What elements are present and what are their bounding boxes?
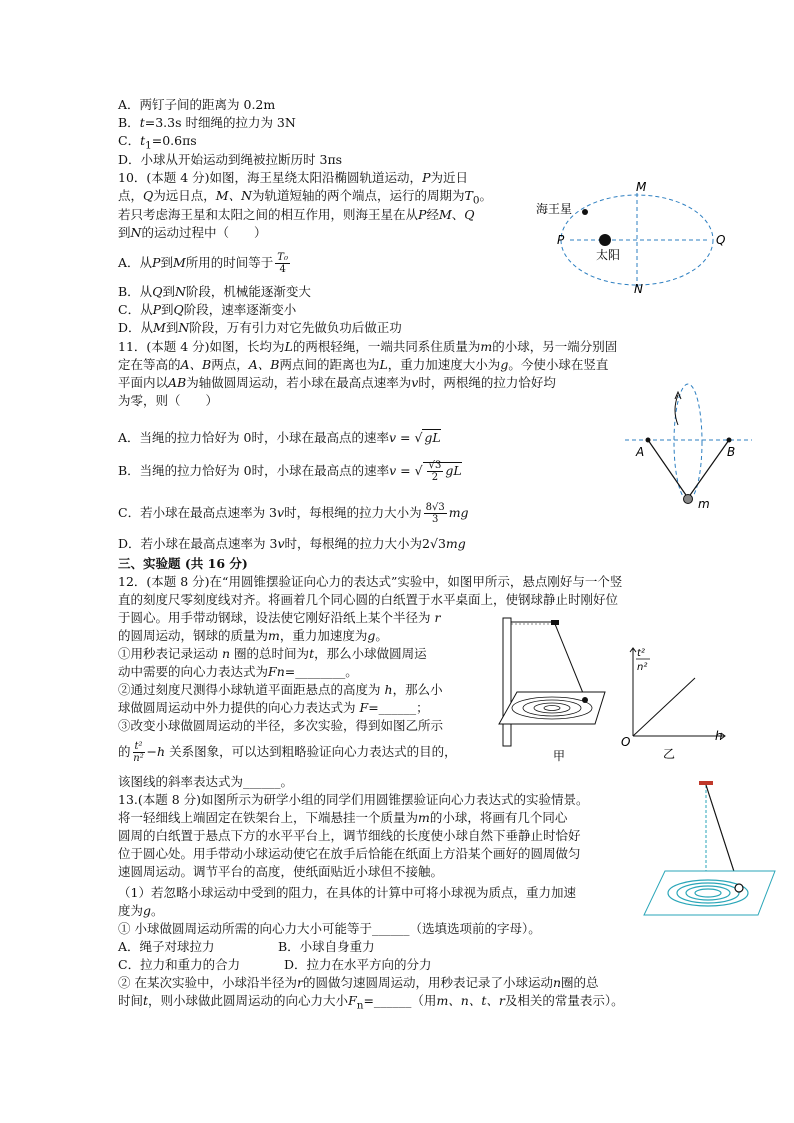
neptune-label: 海王星 [536,202,573,216]
label-m: m [698,497,710,511]
paper-platform [644,871,775,915]
q12-line8: 球做圆周运动中外力提供的向心力表达式为 F=______； [118,700,429,715]
ball [735,884,743,892]
q10-option-d: D．从M到N阶段，万有引力对它先做负功后做正功 [118,320,402,335]
q12-line10: 的 $\frac{\text{t²}}{\text{n²}}$ −h 关系图象，可以达到粗略验证向心力表达式的目的， [118,741,457,764]
q13-conical-pendulum-figure [640,775,780,925]
label-yi: 乙 [663,747,676,761]
q11-option-b: B．当绳的拉力恰好为 0时，小球在最高点的速率v = √ $\frac{√3}{2}$ gL [118,460,462,483]
q13-option-b: B．小球自身重力 [278,939,375,954]
q9-option-a: A．两钉子间的距离为 0.2m [118,97,276,112]
q9-option-d: D．小球从开始运动到绳被拉断历时 3πs [118,152,343,167]
y-label-den: n² [637,662,648,673]
q11-option-a: A．当绳的拉力恰好为 0时，小球在最高点的速率v = √ gL [118,430,441,445]
circle-path [674,384,702,500]
point-n-label: N [634,282,643,295]
q10-a-fraction: $\frac{\text{T₀}}{4}$ [277,252,288,275]
q11-stem-line1: 11．(本题 4 分)如图，长均为L的两根轻绳，一端共同系住质量为m的小球，另一端分别固 [118,339,618,354]
q13-line1: 13.(本题 8 分)如图所示为研学小组的同学们用圆锥摆验证向心力表达式的实验情景。 [118,792,589,807]
q12-line4: 的圆周运动，钢球的质量为m，重力加速度为g。 [118,628,388,643]
q12-line5: ①用秒表记录运动 n 圈的总时间为t，那么小球做圆周运 [118,646,427,661]
section-3-title: 三、实验题 (共 16 分) [118,556,248,571]
point-p-label: P [557,233,565,247]
q11-stem-line2: 定在等高的A、B两点，A、B两点间的距离也为L，重力加速度大小为g。今使小球在竖直 [118,357,609,372]
q11-option-d: D．若小球在最高点速率为 3v时，每根绳的拉力大小为2√3mg [118,536,466,551]
q10-stem-line2: 点，Q为远日点，M、N为轨道短轴的两个端点，运行的周期为$T_0$。 [118,188,493,207]
steel-ball [582,697,588,703]
point-m-label: M [636,180,647,194]
suspension-bar [699,781,713,785]
q11-option-c: C．若小球在最高点速率为 3v时，每根绳的拉力大小为 $\frac{8√3}{3}$ mg [118,502,469,525]
q12-line1: 12．(本题 8 分)在“用圆锥摆验证向心力的表达式”实验中，如图甲所示，悬点刚好与一个竖 [118,574,623,589]
q9-option-b: B．t=3.3s 时细绳的拉力为 3N [118,115,296,130]
q10-option-c: C．从P到Q阶段，速率逐渐变小 [118,302,297,317]
q12-line7: ②通过刻度尺测得小球轨道平面距悬点的高度为 h，那么小 [118,682,443,697]
q12-line6: 动中需要的向心力表达式为Fn=________。 [118,664,358,679]
q13-option-c: C．拉力和重力的合力 [118,957,241,972]
label-b: B [727,445,736,459]
q13-line7: 度为g。 [118,903,164,918]
q10-orbit-figure [530,175,750,295]
q10-stem-line1: 10．(本题 4 分)如图，海王星绕太阳沿椭圆轨道运动，P为近日 [118,170,468,185]
q13-line8: ① 小球做圆周运动所需的向心力大小可能等于______（选填选项前的字母）。 [118,921,541,936]
q11-stem-line3: 平面内以AB为轴做圆周运动，若小球在最高点速率为v时，两根绳的拉力恰好均 [118,375,556,390]
y-label-num: t² [637,648,645,659]
q13-line3: 圆周的白纸置于悬点下方的水平平台上，调节细线的长度使小球自然下垂静止时恰好 [118,828,581,843]
sun-dot [599,234,611,246]
q13-line2: 将一轻细线上端固定在铁架台上，下端悬挂一个质量为m的小球，将画有几个同心 [118,810,568,825]
point-b [727,438,732,443]
q11-rope-figure [620,380,760,520]
x-label: h [715,729,723,743]
q13-option-a: A．绳子对球拉力 [118,939,215,954]
q12-line11: 该图线的斜率表达式为______。 [118,774,294,789]
q13-line5: 速圆周运动。调节平台的高度，使纸面贴近小球但不接触。 [118,864,444,879]
q10-option-b: B．从Q到N阶段，机械能逐渐变大 [118,284,311,299]
q10-stem-line3: 若只考虑海王星和太阳之间的相互作用，则海王星在从P经M、Q [118,207,475,222]
sun-label: 太阳 [596,248,621,262]
q12-figure-jia [495,612,620,767]
rope-b [688,440,729,498]
q13-option-d: D．拉力在水平方向的分力 [284,957,432,972]
q10-stem-line4: 到N的运动过程中（ ） [118,225,267,240]
q13-line4: 位于圆心处。用手带动小球运动使它在放手后恰能在纸面上方沿某个画好的圆周做匀 [118,846,581,861]
q13-line10: ② 在某次实验中，小球沿半径为r的圆做匀速圆周运动，用秒表记录了小球运动n圈的总 [118,975,599,990]
point-q-label: Q [716,233,726,247]
q12-figure-yi [615,640,735,765]
q10-option-a: A．从P到M所用的时间等于 $\frac{\text{T₀}}{4}$ [118,252,288,275]
q13-line6: （1）若忽略小球运动中受到的阻力，在具体的计算中可将小球视为质点，重力加速 [118,885,576,900]
point-a [646,438,651,443]
q11-stem-line4: 为零，则（ ） [118,393,219,408]
proportional-line [633,678,695,736]
q9-option-c: C．$t_1=0.6\pi s$ [118,133,197,152]
q13-line11: 时间t，则小球做此圆周运动的向心力大小$F_n=\_\_\_\_\_\_$（用m、n、t、r及相关的常量表示）。 [118,993,624,1012]
neptune-dot [582,209,588,215]
label-jia: 甲 [553,749,566,763]
label-a: A [636,445,645,459]
pendulum-string [555,624,585,698]
origin-label: O [621,735,631,749]
q12-line2: 直的刻度尺零刻度线对齐。将画着几个同心圆的白纸置于水平桌面上，使钢球静止时刚好位 [118,592,619,607]
vertical-ruler [503,618,511,746]
ball-m [684,495,693,504]
q12-line3: 于圆心。用手带动钢球，设法使它刚好沿纸上某个半径为 r [118,610,441,625]
rope-a [648,440,688,498]
q12-line9: ③改变小球做圆周运动的半径，多次实验，得到如图乙所示 [118,718,444,733]
